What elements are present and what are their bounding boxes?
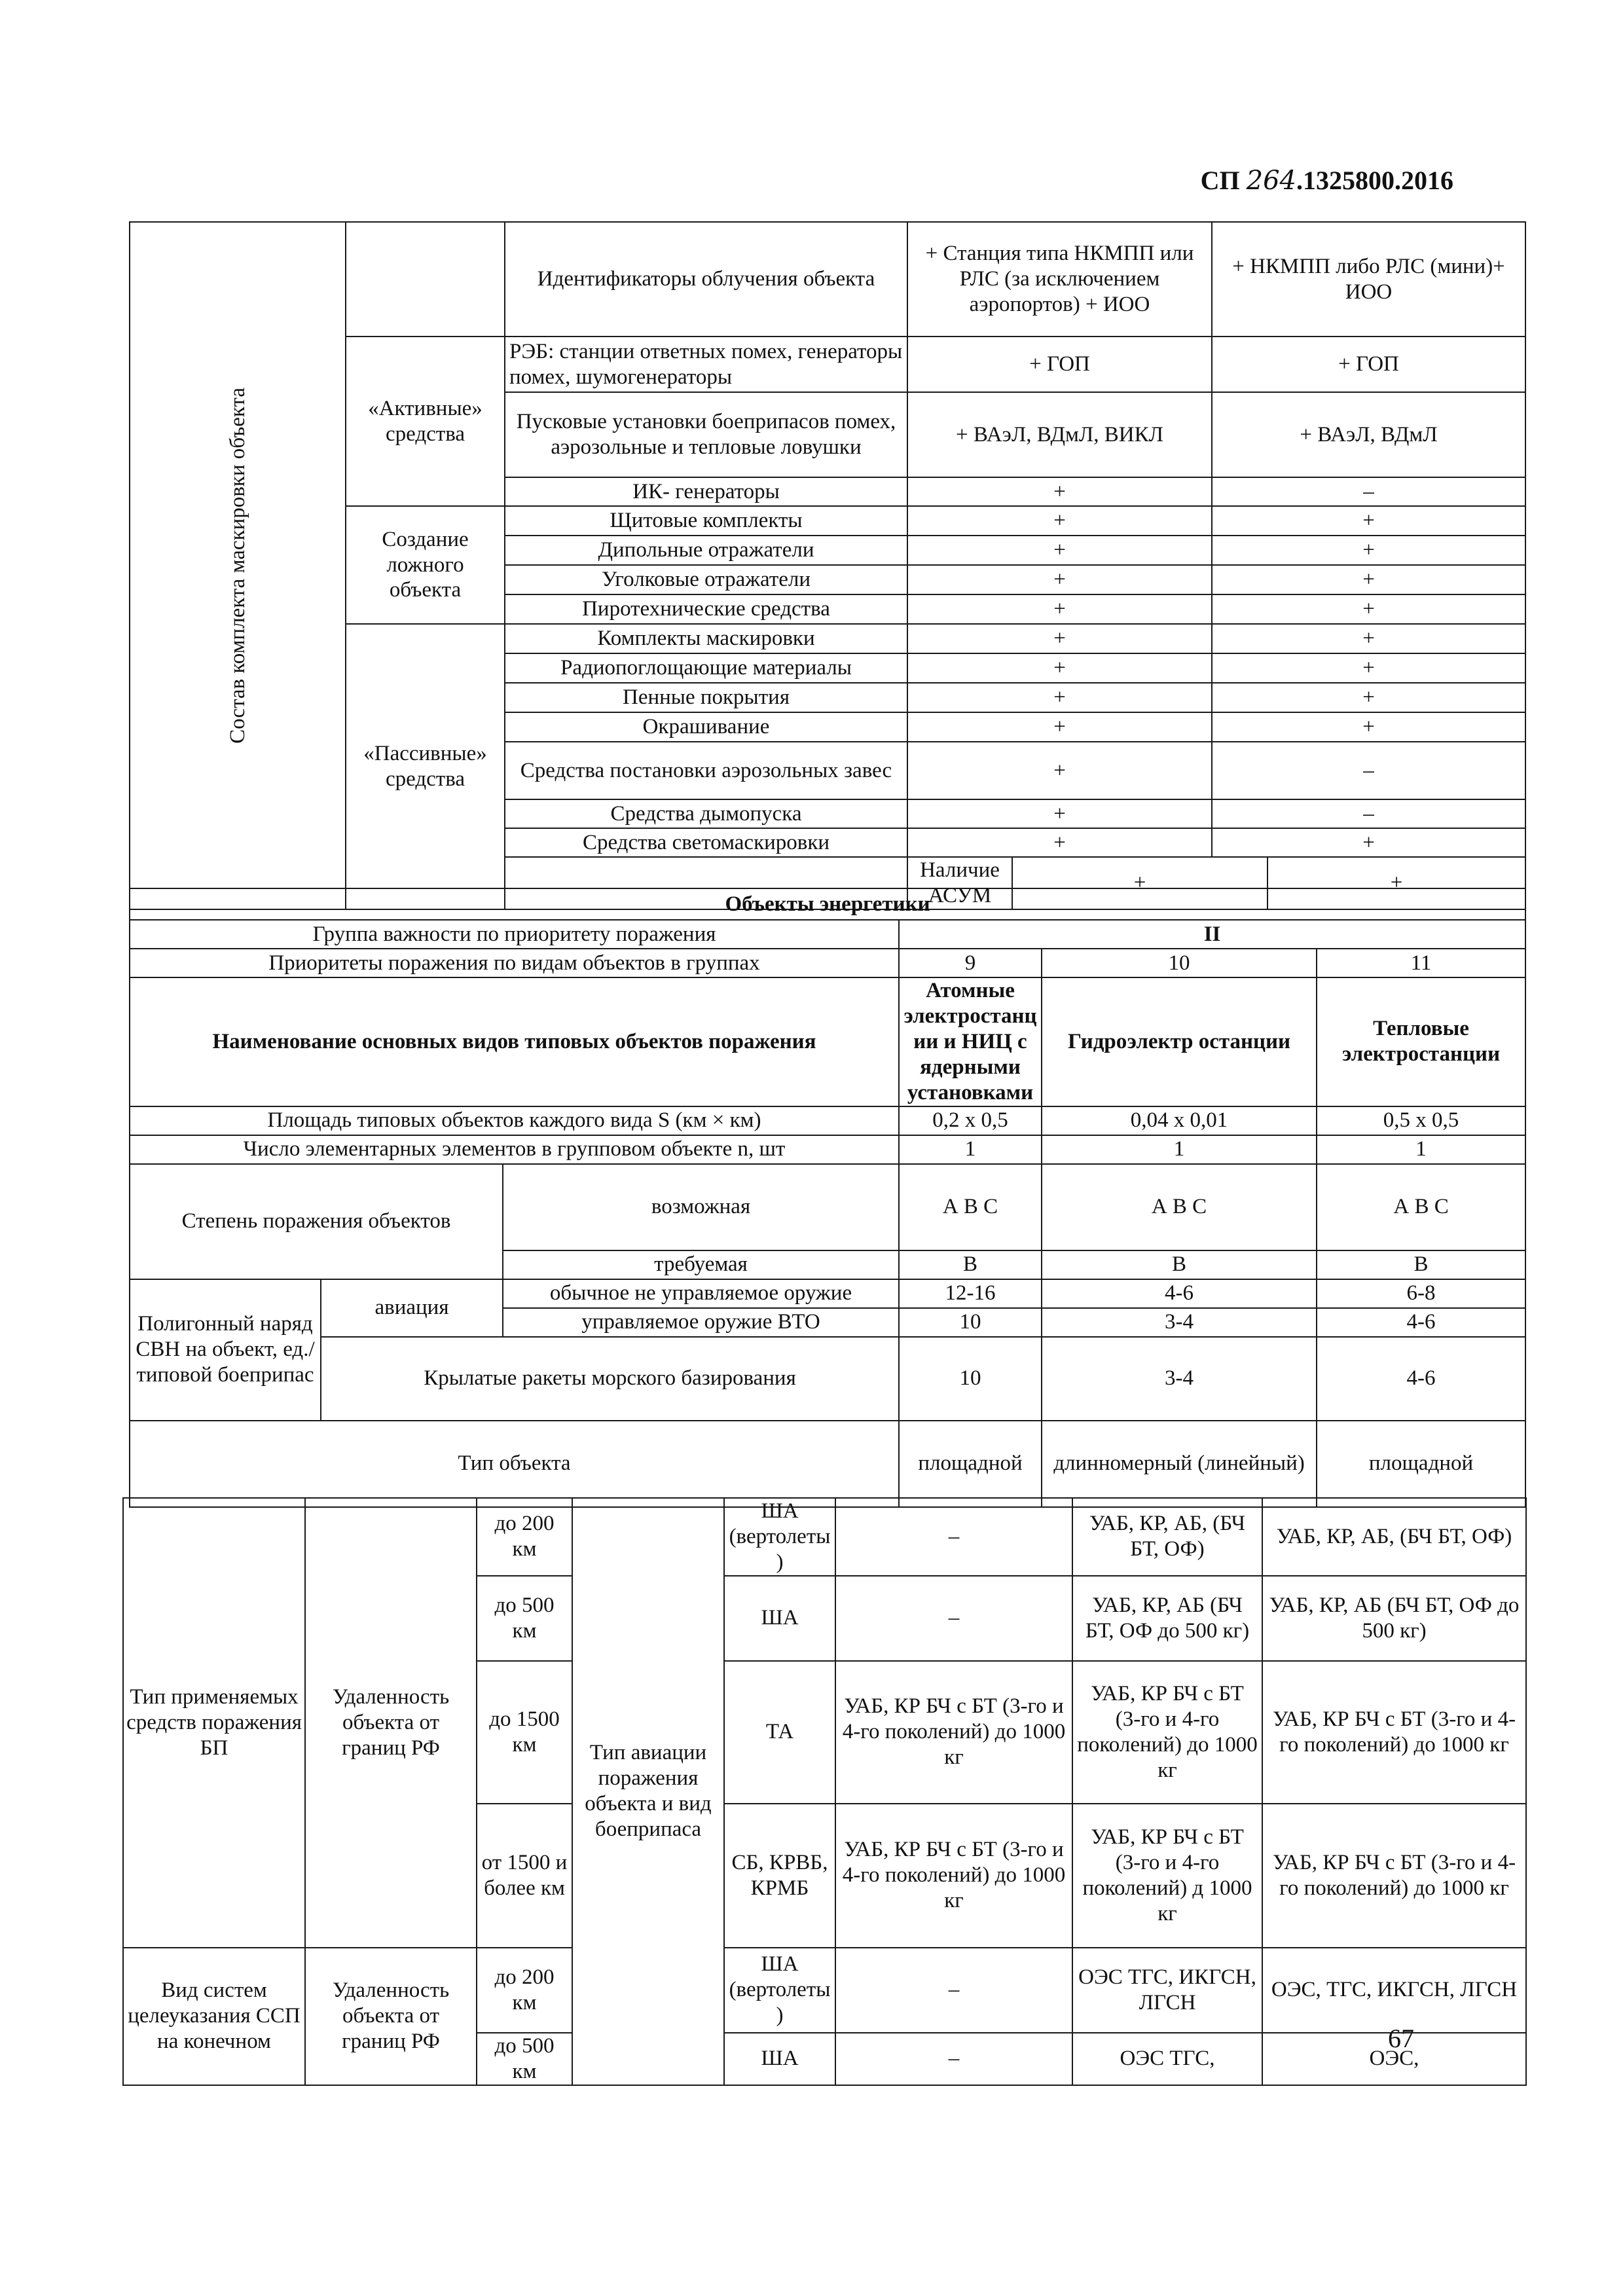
- aviation-value: ША: [724, 1576, 835, 1661]
- cruise-label: Крылатые ракеты морского базирования: [321, 1337, 899, 1421]
- area-value: 0,2 x 0,5: [899, 1106, 1042, 1135]
- mask-row-label: Средства постановки аэрозольных завес: [505, 742, 907, 799]
- conventional-value: 12-16: [899, 1279, 1042, 1308]
- type-value: площадной: [899, 1421, 1042, 1507]
- object-name: Гидроэлектр останции: [1042, 977, 1317, 1106]
- mask-row-c1: +: [907, 565, 1212, 594]
- type-value: длинномерный (линейный): [1042, 1421, 1317, 1507]
- targeting-distance-label: Удаленность объекта от границ РФ: [305, 1948, 477, 2085]
- weapon-c1: –: [835, 1576, 1072, 1661]
- importance-value: II: [899, 920, 1525, 949]
- priority-value: 11: [1317, 949, 1525, 977]
- mask-row-label: Радиопоглощающие материалы: [505, 653, 907, 683]
- aviation-value: ТА: [724, 1661, 835, 1804]
- possible-label: возможная: [503, 1164, 899, 1250]
- weapon-c2: УАБ, КР, АБ (БЧ БТ, ОФ до 500 кг): [1072, 1576, 1262, 1661]
- mask-row-c1: +: [907, 828, 1212, 857]
- masking-side-label: Состав комплекта маскировки объекта: [225, 387, 249, 744]
- mask-row-label: Средства дымопуска: [505, 799, 907, 828]
- mask-row-c2: +: [1212, 683, 1525, 712]
- mask-row-label: Щитовые комплекты: [505, 506, 907, 536]
- conventional-value: 6-8: [1317, 1279, 1525, 1308]
- possible-value: А В С: [1317, 1164, 1525, 1250]
- polygon-label: Полигонный наряд СВН на объект, ед./типовой боеприпас: [130, 1279, 321, 1421]
- distance-value: до 500 км: [477, 2033, 572, 2085]
- section-title: Объекты энергетики: [130, 888, 1525, 920]
- cruise-value: 10: [899, 1337, 1042, 1421]
- required-value: В: [899, 1250, 1042, 1279]
- mask-row-label: Наличие АСУМ: [907, 857, 1012, 909]
- weapon-distance-label: Удаленность объекта от границ РФ: [305, 1498, 477, 1948]
- type-label: Тип объекта: [130, 1421, 899, 1507]
- aviation-value: ША (вертолеты): [724, 1498, 835, 1576]
- targeting-c2: ОЭС ТГС,: [1072, 2033, 1262, 2085]
- mask-row-c2: +: [1212, 594, 1525, 624]
- conventional-label: обычное не управляемое оружие: [503, 1279, 899, 1308]
- mask-row-c2: + ГОП: [1212, 337, 1525, 392]
- object-name: Атомные электростанции и НИЦ с ядерными установками: [899, 977, 1042, 1106]
- mask-row-c1: +: [907, 624, 1212, 653]
- mask-row-c2: +: [1212, 565, 1525, 594]
- guided-value: 4-6: [1317, 1308, 1525, 1337]
- possible-value: А В С: [1042, 1164, 1317, 1250]
- ident-label: Идентификаторы облучения объекта: [505, 222, 907, 337]
- mask-row-c2: –: [1212, 477, 1525, 506]
- mask-row-c1: +: [907, 712, 1212, 742]
- weapon-c1: –: [835, 1498, 1072, 1576]
- count-value: 1: [1042, 1135, 1317, 1164]
- mask-row-label: Средства светомаскировки: [505, 828, 907, 857]
- mask-row-c2: +: [1267, 857, 1525, 909]
- mask-row-c1: +: [907, 742, 1212, 799]
- distance-value: до 200 км: [477, 1498, 572, 1576]
- aviation-type-label: Тип авиации поражения объекта и вид боеприпаса: [572, 1498, 724, 2085]
- mask-row-c1: +: [907, 799, 1212, 828]
- mask-row-c2: +: [1212, 506, 1525, 536]
- importance-label: Группа важности по приоритету поражения: [130, 920, 899, 949]
- weapons-table: [122, 1497, 1527, 2086]
- energy-objects-table: [129, 888, 1526, 1508]
- mask-row-c1: + ВАэЛ, ВДмЛ, ВИКЛ: [907, 392, 1212, 477]
- distance-value: от 1500 и более км: [477, 1804, 572, 1948]
- mask-row-c1: +: [907, 536, 1212, 565]
- mask-row-c2: +: [1212, 712, 1525, 742]
- group-active: «Активные» средства: [346, 337, 505, 506]
- area-value: 0,04 x 0,01: [1042, 1106, 1317, 1135]
- document-code: СП 264.1325800.2016: [1200, 166, 1453, 196]
- area-value: 0,5 x 0,5: [1317, 1106, 1525, 1135]
- weapon-c1: УАБ, КР БЧ с БТ (3-го и 4-го поколений) до 1000 кг: [835, 1804, 1072, 1948]
- weapon-c1: УАБ, КР БЧ с БТ (3-го и 4-го поколений) до 1000 кг: [835, 1661, 1072, 1804]
- required-value: В: [1042, 1250, 1317, 1279]
- targeting-c3: ОЭС, ТГС, ИКГСН, ЛГСН: [1262, 1948, 1526, 2033]
- weapon-c3: УАБ, КР БЧ с БТ (3-го и 4-го поколений) до 1000 кг: [1262, 1661, 1526, 1804]
- mask-row-c1: +: [907, 477, 1212, 506]
- ident-col2: + НКМПП либо РЛС (мини)+ ИОО: [1212, 222, 1525, 337]
- mask-row-c2: –: [1212, 799, 1525, 828]
- handwritten-number: 264: [1246, 166, 1296, 196]
- empty-cell: [346, 222, 505, 337]
- masking-side-cell: [130, 222, 346, 909]
- mask-row-c2: +: [1212, 536, 1525, 565]
- targeting-c3: ОЭС,: [1262, 2033, 1526, 2085]
- cruise-value: 4-6: [1317, 1337, 1525, 1421]
- group-false-object: Создание ложного объекта: [346, 506, 505, 624]
- aviation-label: авиация: [321, 1279, 503, 1337]
- mask-row-label: Окрашивание: [505, 712, 907, 742]
- page-number: 67: [1388, 2024, 1414, 2053]
- count-label: Число элементарных элементов в групповом объекте n, шт: [130, 1135, 899, 1164]
- distance-value: до 200 км: [477, 1948, 572, 2033]
- mask-row-label: ИК- генераторы: [505, 477, 907, 506]
- mask-row-c2: –: [1212, 742, 1525, 799]
- aviation-value: ША: [724, 2033, 835, 2085]
- type-value: площадной: [1317, 1421, 1525, 1507]
- aviation-value: СБ, КРВБ, КРМБ: [724, 1804, 835, 1948]
- mask-row-c1: +: [907, 653, 1212, 683]
- guided-label: управляемое оружие ВТО: [503, 1308, 899, 1337]
- required-value: В: [1317, 1250, 1525, 1279]
- priority-value: 9: [899, 949, 1042, 977]
- damage-label: Степень поражения объектов: [130, 1164, 503, 1279]
- weapon-c3: УАБ, КР, АБ, (БЧ БТ, ОФ): [1262, 1498, 1526, 1576]
- mask-row-c1: + ГОП: [907, 337, 1212, 392]
- weapon-c2: УАБ, КР БЧ с БТ (3-го и 4-го поколений) д 1000 кг: [1072, 1804, 1262, 1948]
- targeting-c1: –: [835, 1948, 1072, 2033]
- priority-value: 10: [1042, 949, 1317, 977]
- mask-row-label: Пиротехнические средства: [505, 594, 907, 624]
- targeting-c1: –: [835, 2033, 1072, 2085]
- area-label: Площадь типовых объектов каждого вида S (км × км): [130, 1106, 899, 1135]
- mask-row-c1: +: [907, 683, 1212, 712]
- group-passive: «Пассивные» средства: [346, 624, 505, 909]
- weapon-c2: УАБ, КР БЧ с БТ (3-го и 4-го поколений) до 1000 кг: [1072, 1661, 1262, 1804]
- weapon-c3: УАБ, КР, АБ (БЧ БТ, ОФ до 500 кг): [1262, 1576, 1526, 1661]
- object-name: Тепловые электростанции: [1317, 977, 1525, 1106]
- mask-row-label: Пенные покрытия: [505, 683, 907, 712]
- guided-value: 3-4: [1042, 1308, 1317, 1337]
- priority-label: Приоритеты поражения по видам объектов в группах: [130, 949, 899, 977]
- conventional-value: 4-6: [1042, 1279, 1317, 1308]
- distance-value: до 1500 км: [477, 1661, 572, 1804]
- count-value: 1: [899, 1135, 1042, 1164]
- required-label: требуемая: [503, 1250, 899, 1279]
- weapon-c2: УАБ, КР, АБ, (БЧ БТ, ОФ): [1072, 1498, 1262, 1576]
- mask-row-c1: +: [907, 506, 1212, 536]
- names-label: Наименование основных видов типовых объектов поражения: [130, 977, 899, 1106]
- mask-row-c2: +: [1212, 828, 1525, 857]
- mask-row-label: Дипольные отражатели: [505, 536, 907, 565]
- possible-value: А В С: [899, 1164, 1042, 1250]
- aviation-value: ША (вертолеты): [724, 1948, 835, 2033]
- guided-value: 10: [899, 1308, 1042, 1337]
- count-value: 1: [1317, 1135, 1525, 1164]
- mask-row-label: РЭБ: станции ответных помех, генераторы помех, шумогенераторы: [505, 337, 907, 392]
- mask-row-label: Комплекты маскировки: [505, 624, 907, 653]
- ident-col1: + Станция типа НКМПП или РЛС (за исключением аэропортов) + ИОО: [907, 222, 1212, 337]
- weapon-type-label: Тип применяемых средств поражения БП: [123, 1498, 305, 1948]
- mask-row-c1: +: [1012, 857, 1267, 909]
- cruise-value: 3-4: [1042, 1337, 1317, 1421]
- distance-value: до 500 км: [477, 1576, 572, 1661]
- mask-row-c1: +: [907, 594, 1212, 624]
- mask-row-label: Уголковые отражатели: [505, 565, 907, 594]
- targeting-type-label: Вид систем целеуказания ССП на конечном: [123, 1948, 305, 2085]
- weapon-c3: УАБ, КР БЧ с БТ (3-го и 4-го поколений) до 1000 кг: [1262, 1804, 1526, 1948]
- mask-row-c2: + ВАэЛ, ВДмЛ: [1212, 392, 1525, 477]
- targeting-c2: ОЭС ТГС, ИКГСН, ЛГСН: [1072, 1948, 1262, 2033]
- mask-row-c2: +: [1212, 624, 1525, 653]
- mask-row-label: Пусковые установки боеприпасов помех, аэрозольные и тепловые ловушки: [505, 392, 907, 477]
- energy-table: [129, 221, 1526, 910]
- mask-row-c2: +: [1212, 653, 1525, 683]
